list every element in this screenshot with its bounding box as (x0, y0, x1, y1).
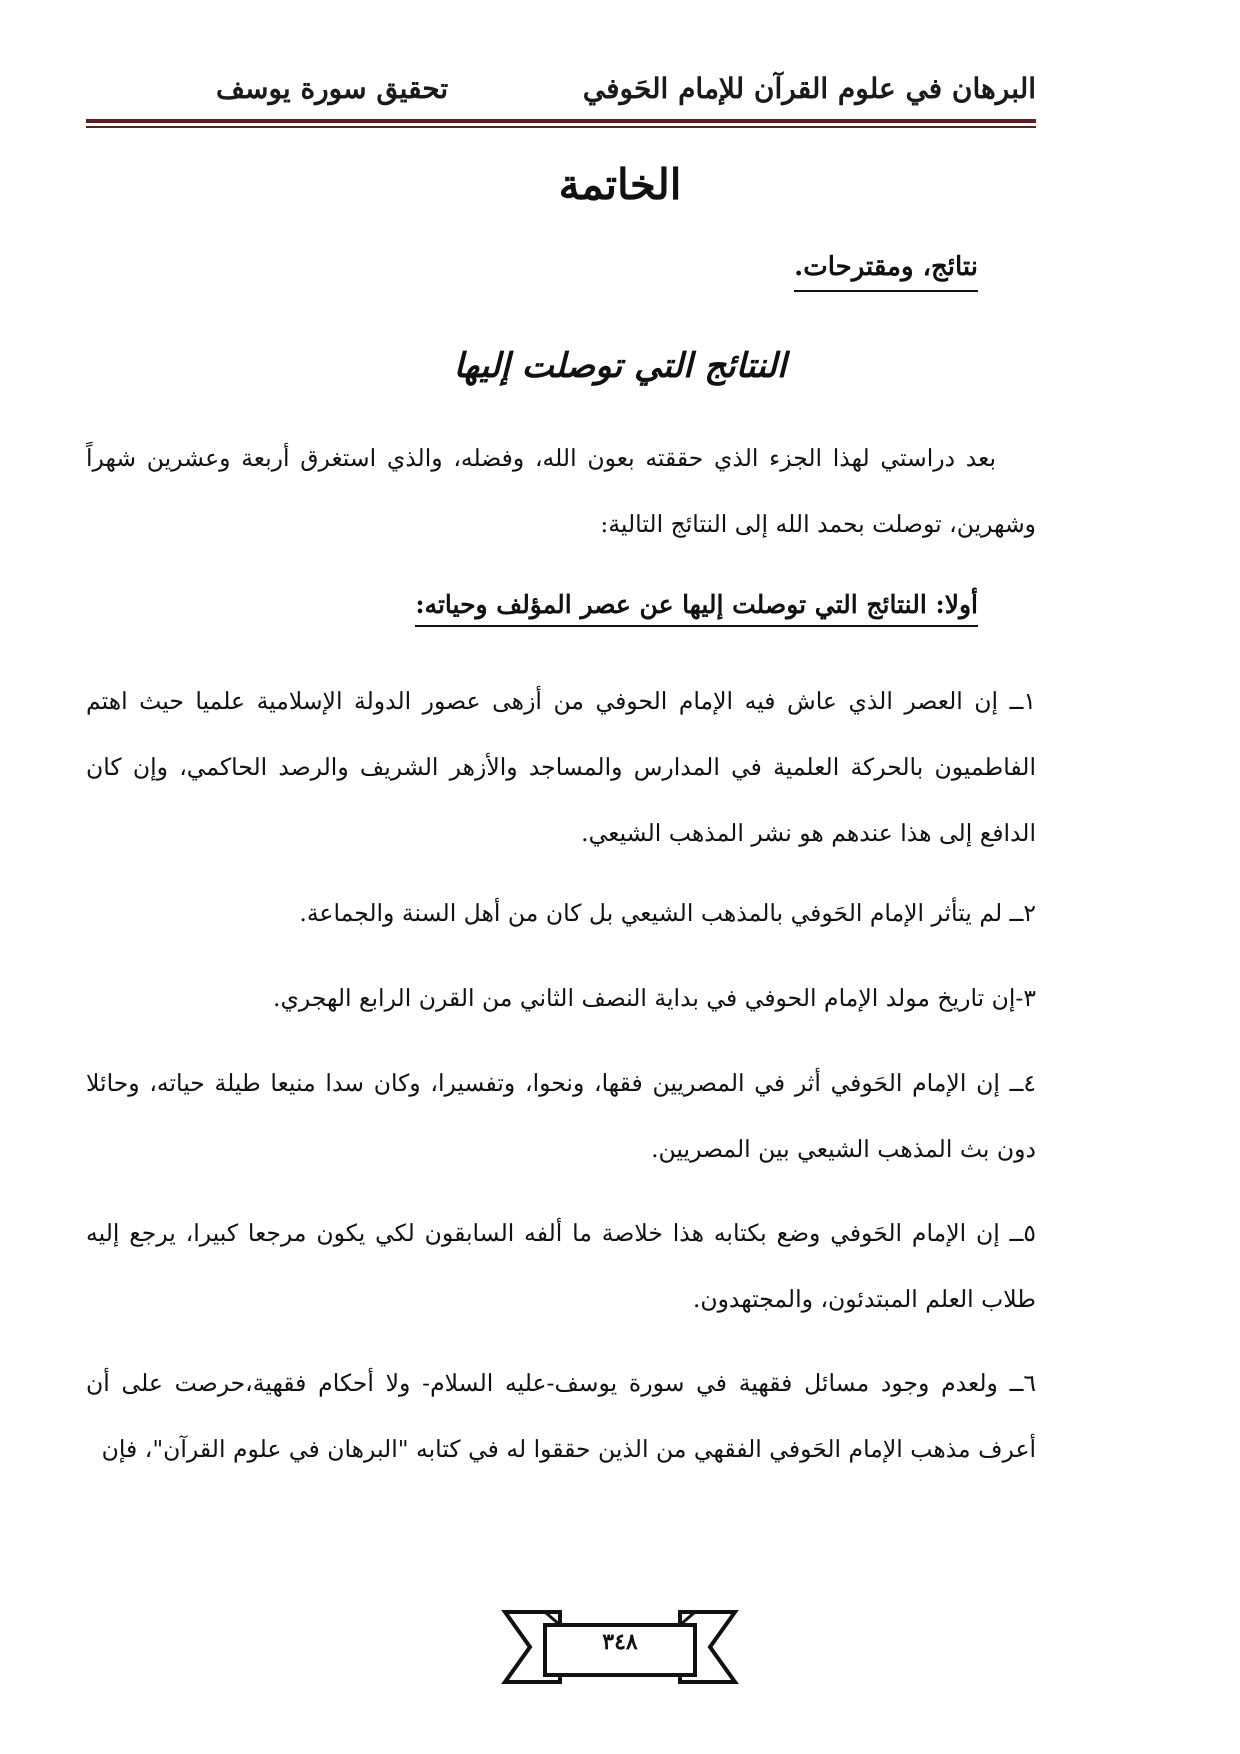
section-one-heading: أولا: النتائج التي توصلت إليها عن عصر المؤلف وحياته: (415, 590, 978, 627)
result-item: ٦ــ ولعدم وجود مسائل فقهية في سورة يوسف-عليه السلام- ولا أحكام فقهية،حرصت على أن أعرف مذهب الإمام الحَوفي الفقهي من الذين حققوا له في كتابه "البرهان في علوم القرآن"، فإن (86, 1369, 1036, 1463)
results-heading: النتائج التي توصلت إليها (453, 346, 787, 386)
result-item: ٥ــ إن الإمام الحَوفي وضع بكتابه هذا خلاصة ما ألفه السابقون لكي يكون مرجعا كبيرا، يرجع إليه طلاب العلم المبتدئون، والمجتهدون. (86, 1219, 1036, 1313)
header-section-title: تحقيق سورة يوسف (216, 72, 449, 105)
header-book-title: البرهان في علوم القرآن للإمام الحَوفي (582, 72, 1036, 105)
result-item: ٢ــ لم يتأثر الإمام الحَوفي بالمذهب الشيعي بل كان من أهل السنة والجماعة. (299, 899, 1036, 927)
chapter-subtitle: نتائج، ومقترحات. (794, 252, 978, 292)
chapter-title: الخاتمة (558, 160, 682, 209)
header-rule-thin (86, 126, 1036, 128)
page-number-banner (500, 1597, 740, 1697)
header-rule-thick (86, 119, 1036, 123)
intro-paragraph: بعد دراستي لهذا الجزء الذي حققته بعون الله، وفضله، والذي استغرق أربعة وعشرين شهراً وشهرين، توصلت بحمد الله إلى النتائج التالية: (86, 444, 1036, 538)
result-item: ٤ــ إن الإمام الحَوفي أثر في المصريين فقها، ونحوا، وتفسيرا، وكان سدا منيعا طيلة حياته، وحائلا دون بث المذهب الشيعي بين المصريين. (86, 1069, 1036, 1163)
result-item: ٣-إن تاريخ مولد الإمام الحوفي في بداية النصف الثاني من القرن الرابع الهجري. (273, 984, 1036, 1012)
running-header (86, 72, 1036, 116)
result-item: ١ــ إن العصر الذي عاش فيه الإمام الحوفي من أزهى عصور الدولة الإسلامية علميا حيث اهتم الفاطميون بالحركة العلمية في المدارس والمساجد والأزهر الشريف والرصد الحاكمي، وإن كان الدافع إلى هذا عندهم هو نشر المذهب الشيعي. (86, 687, 1036, 847)
page-number: ٣٤٨ (602, 1629, 638, 1655)
